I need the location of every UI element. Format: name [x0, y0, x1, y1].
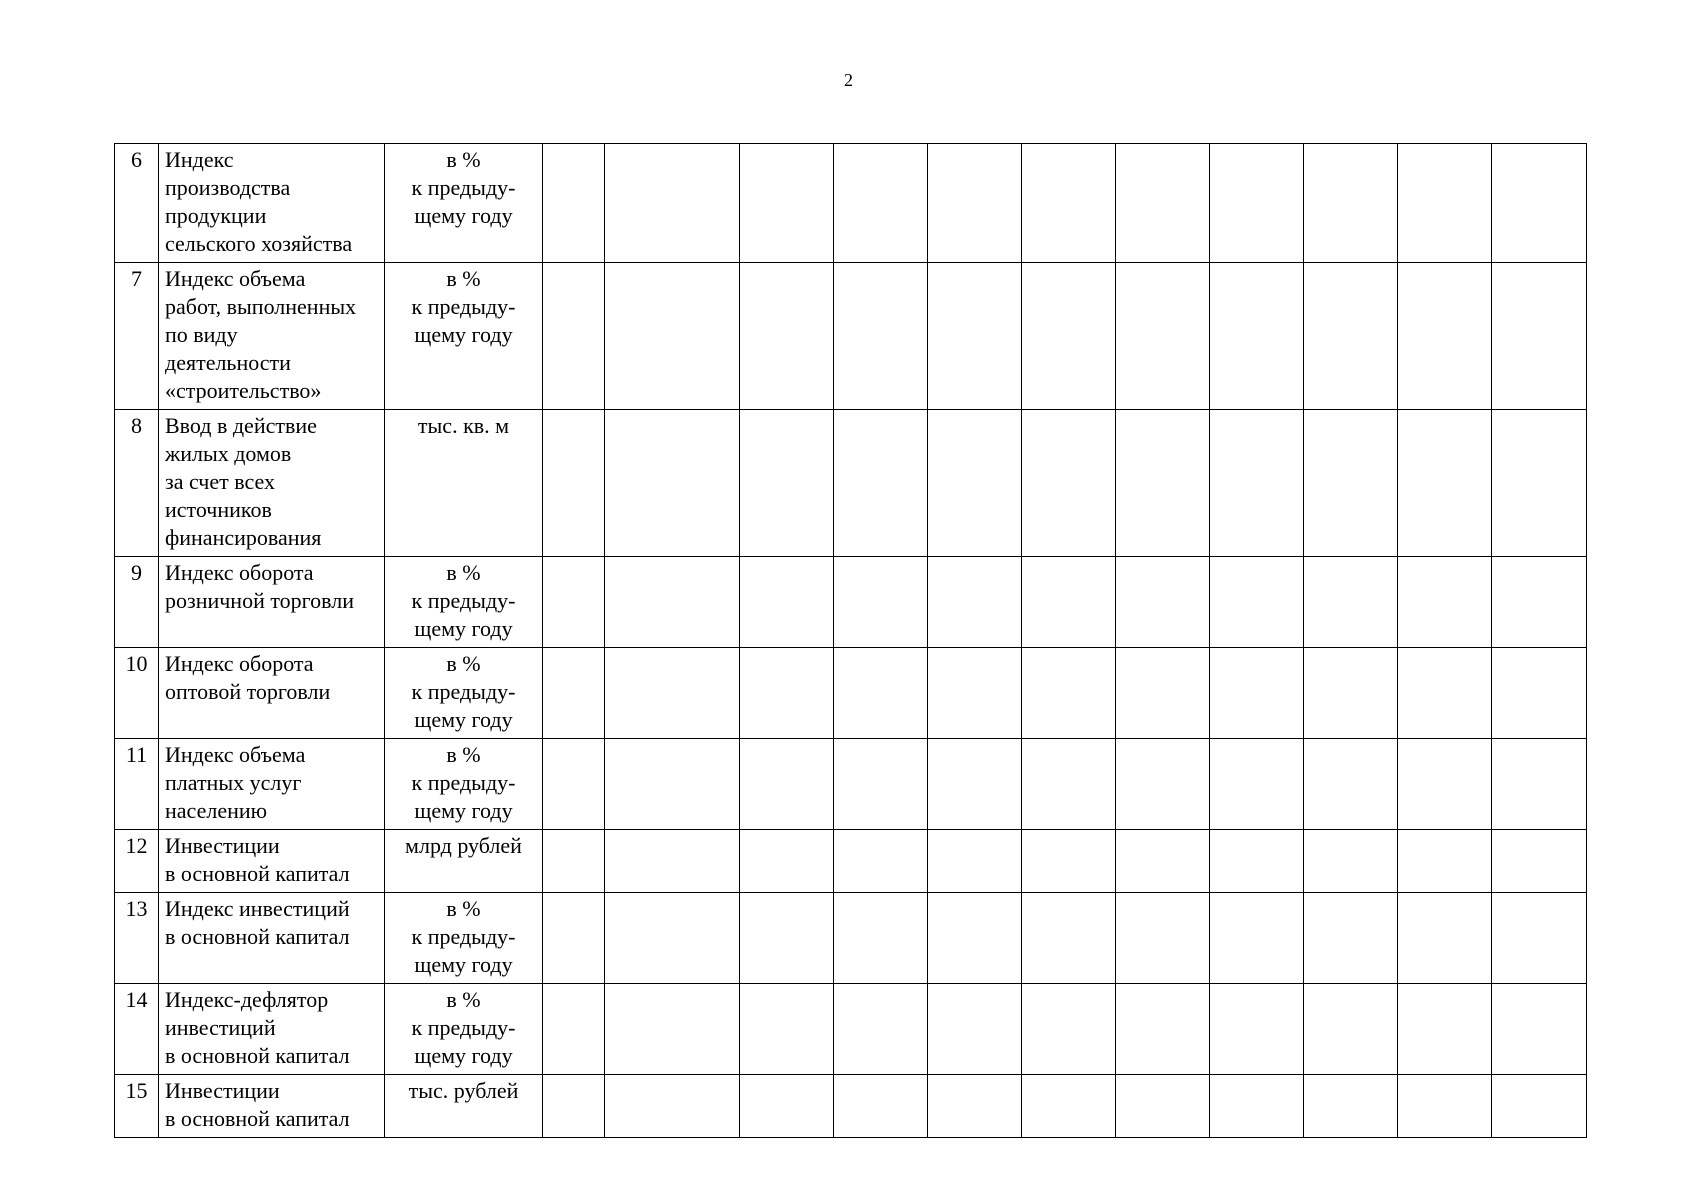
- page-number: 2: [844, 70, 853, 90]
- value-cell: [543, 893, 605, 984]
- value-cell: [605, 410, 740, 557]
- unit-cell: млрд рублей: [385, 830, 543, 893]
- value-cell: [1022, 557, 1116, 648]
- value-cell: [543, 144, 605, 263]
- value-cell: [834, 830, 928, 893]
- value-cell: [1398, 830, 1492, 893]
- indicator-name-cell: Индекс-дефлятор инвестиций в основной капитал: [159, 984, 385, 1075]
- value-cell: [1398, 263, 1492, 410]
- value-cell: [543, 263, 605, 410]
- value-cell: [605, 144, 740, 263]
- value-cell: [1304, 648, 1398, 739]
- unit-cell: в % к предыду- щему году: [385, 984, 543, 1075]
- row-number-cell: 13: [115, 893, 159, 984]
- value-cell: [543, 648, 605, 739]
- value-cell: [1210, 830, 1304, 893]
- value-cell: [834, 410, 928, 557]
- value-cell: [1398, 1075, 1492, 1138]
- value-cell: [834, 893, 928, 984]
- table-row: [115, 739, 1587, 830]
- indicator-name-cell: Индекс производства продукции сельского хозяйства: [159, 144, 385, 263]
- table-row: [115, 410, 1587, 557]
- value-cell: [1492, 893, 1587, 984]
- value-cell: [605, 984, 740, 1075]
- value-cell: [543, 830, 605, 893]
- indicator-name-cell: Индекс объема работ, выполненных по виду деятельности «строительство»: [159, 263, 385, 410]
- unit-cell: тыс. кв. м: [385, 410, 543, 557]
- unit-cell: в % к предыду- щему году: [385, 648, 543, 739]
- value-cell: [834, 263, 928, 410]
- row-number-cell: 11: [115, 739, 159, 830]
- value-cell: [928, 410, 1022, 557]
- value-cell: [1022, 1075, 1116, 1138]
- value-cell: [928, 893, 1022, 984]
- value-cell: [1304, 410, 1398, 557]
- value-cell: [740, 984, 834, 1075]
- value-cell: [1116, 263, 1210, 410]
- indicator-name-cell: Инвестиции в основной капитал: [159, 830, 385, 893]
- value-cell: [1398, 648, 1492, 739]
- value-cell: [1210, 648, 1304, 739]
- value-cell: [1116, 984, 1210, 1075]
- row-number-cell: 6: [115, 144, 159, 263]
- value-cell: [1210, 1075, 1304, 1138]
- value-cell: [1116, 648, 1210, 739]
- value-cell: [1304, 984, 1398, 1075]
- unit-cell: в % к предыду- щему году: [385, 557, 543, 648]
- value-cell: [1492, 830, 1587, 893]
- value-cell: [1398, 893, 1492, 984]
- indicator-name-cell: Ввод в действие жилых домов за счет всех источников финансирования: [159, 410, 385, 557]
- value-cell: [1398, 984, 1492, 1075]
- value-cell: [928, 830, 1022, 893]
- value-cell: [1116, 557, 1210, 648]
- indicator-name-cell: Инвестиции в основной капитал: [159, 1075, 385, 1138]
- value-cell: [543, 410, 605, 557]
- value-cell: [1304, 893, 1398, 984]
- value-cell: [605, 830, 740, 893]
- value-cell: [928, 263, 1022, 410]
- value-cell: [1492, 557, 1587, 648]
- value-cell: [1210, 739, 1304, 830]
- value-cell: [543, 739, 605, 830]
- value-cell: [1210, 263, 1304, 410]
- value-cell: [1116, 830, 1210, 893]
- indicator-name-cell: Индекс объема платных услуг населению: [159, 739, 385, 830]
- value-cell: [1492, 1075, 1587, 1138]
- value-cell: [1492, 648, 1587, 739]
- value-cell: [1492, 263, 1587, 410]
- value-cell: [605, 1075, 740, 1138]
- value-cell: [1022, 648, 1116, 739]
- table-row: [115, 557, 1587, 648]
- value-cell: [1304, 739, 1398, 830]
- indicator-name-cell: Индекс оборота оптовой торговли: [159, 648, 385, 739]
- table-row: [115, 893, 1587, 984]
- value-cell: [1116, 144, 1210, 263]
- value-cell: [1492, 410, 1587, 557]
- value-cell: [1022, 410, 1116, 557]
- row-number-cell: 12: [115, 830, 159, 893]
- value-cell: [1398, 739, 1492, 830]
- value-cell: [928, 1075, 1022, 1138]
- table-row: [115, 984, 1587, 1075]
- value-cell: [1492, 739, 1587, 830]
- indicator-name-cell: Индекс инвестиций в основной капитал: [159, 893, 385, 984]
- value-cell: [543, 557, 605, 648]
- value-cell: [1304, 1075, 1398, 1138]
- value-cell: [928, 739, 1022, 830]
- value-cell: [834, 739, 928, 830]
- value-cell: [834, 557, 928, 648]
- value-cell: [543, 984, 605, 1075]
- row-number-cell: 7: [115, 263, 159, 410]
- value-cell: [1492, 984, 1587, 1075]
- value-cell: [928, 557, 1022, 648]
- value-cell: [543, 1075, 605, 1138]
- value-cell: [1398, 410, 1492, 557]
- value-cell: [740, 410, 834, 557]
- value-cell: [1022, 893, 1116, 984]
- unit-cell: в % к предыду- щему году: [385, 739, 543, 830]
- value-cell: [740, 648, 834, 739]
- row-number-cell: 10: [115, 648, 159, 739]
- value-cell: [1116, 1075, 1210, 1138]
- table-row: [115, 648, 1587, 739]
- value-cell: [928, 648, 1022, 739]
- value-cell: [605, 739, 740, 830]
- row-number-cell: 9: [115, 557, 159, 648]
- unit-cell: тыс. рублей: [385, 1075, 543, 1138]
- value-cell: [1210, 144, 1304, 263]
- value-cell: [834, 648, 928, 739]
- value-cell: [1210, 410, 1304, 557]
- indicator-name-cell: Индекс оборота розничной торговли: [159, 557, 385, 648]
- value-cell: [740, 893, 834, 984]
- value-cell: [834, 144, 928, 263]
- value-cell: [1304, 263, 1398, 410]
- value-cell: [605, 893, 740, 984]
- value-cell: [1304, 144, 1398, 263]
- value-cell: [740, 830, 834, 893]
- value-cell: [740, 1075, 834, 1138]
- value-cell: [740, 263, 834, 410]
- unit-cell: в % к предыду- щему году: [385, 144, 543, 263]
- value-cell: [834, 1075, 928, 1138]
- table-row: [115, 263, 1587, 410]
- value-cell: [1210, 557, 1304, 648]
- value-cell: [1022, 263, 1116, 410]
- table-row: [115, 144, 1587, 263]
- value-cell: [1304, 830, 1398, 893]
- unit-cell: в % к предыду- щему году: [385, 263, 543, 410]
- value-cell: [1022, 830, 1116, 893]
- value-cell: [605, 263, 740, 410]
- value-cell: [1116, 739, 1210, 830]
- value-cell: [605, 557, 740, 648]
- value-cell: [1304, 557, 1398, 648]
- value-cell: [928, 144, 1022, 263]
- value-cell: [928, 984, 1022, 1075]
- row-number-cell: 8: [115, 410, 159, 557]
- value-cell: [1492, 144, 1587, 263]
- value-cell: [1022, 984, 1116, 1075]
- value-cell: [605, 648, 740, 739]
- value-cell: [1398, 144, 1492, 263]
- value-cell: [1022, 739, 1116, 830]
- value-cell: [1116, 410, 1210, 557]
- value-cell: [1210, 984, 1304, 1075]
- table-row: [115, 830, 1587, 893]
- indicators-table: [114, 143, 1587, 1138]
- row-number-cell: 15: [115, 1075, 159, 1138]
- value-cell: [1398, 557, 1492, 648]
- unit-cell: в % к предыду- щему году: [385, 893, 543, 984]
- value-cell: [740, 144, 834, 263]
- value-cell: [740, 557, 834, 648]
- value-cell: [1210, 893, 1304, 984]
- value-cell: [740, 739, 834, 830]
- value-cell: [834, 984, 928, 1075]
- table-row: [115, 1075, 1587, 1138]
- value-cell: [1022, 144, 1116, 263]
- value-cell: [1116, 893, 1210, 984]
- row-number-cell: 14: [115, 984, 159, 1075]
